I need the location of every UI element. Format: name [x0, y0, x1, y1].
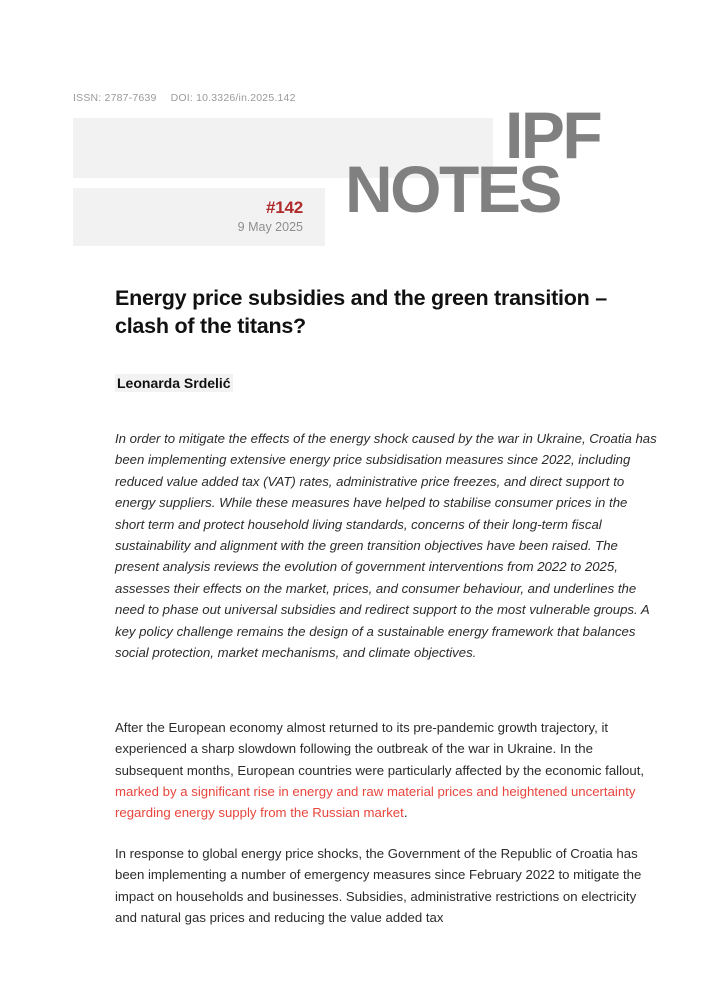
article-title: Energy price subsidies and the green transition – clash of the titans?	[115, 286, 607, 338]
logo-text-ipf: IPF	[505, 98, 601, 172]
paragraph-1-trailing-text: .	[403, 805, 408, 821]
publication-logo	[345, 98, 601, 227]
doi-text: DOI: 10.3326/in.2025.142	[170, 92, 296, 104]
issue-number: #142	[265, 198, 303, 218]
body-paragraph-2: In response to global energy price shocks, the Government of the Republic of Croatia has been implementing a number of emergency measures since February 2022 to mitigate the impact on households and businesses. Subsidies, administrative restrictions on electricity and natural gas prices and reducing the value added tax	[115, 846, 642, 925]
article-abstract: In order to mitigate the effects of the energy shock caused by the war in Ukraine, Croatia has been implementing extensive energy price subsidisation measures since 2022, including reduced value added tax (VAT) rates, administrative price freezes, and direct support to energy suppliers. While these measures have helped to stabilise consumer prices in the short term and protect household living standards, concerns of their long-term fiscal sustainability and alignment with the green transition objectives have been raised. The present analysis reviews the evolution of government interventions from 2022 to 2025, assesses their effects on the market, prices, and consumer behaviour, and underlines the need to phase out universal subsidies and redirect support to the most vulnerable groups. A key policy challenge remains the design of a sustainable energy framework that balances social protection, market mechanisms, and climate objectives.	[115, 431, 657, 661]
article-container	[115, 285, 657, 925]
article-author	[115, 375, 233, 391]
issn-text: ISSN: 2787-7639	[73, 92, 157, 104]
logo-text-notes: NOTES	[345, 152, 560, 227]
body-paragraph-1	[115, 717, 657, 823]
issue-date: 9 May 2025	[237, 219, 303, 234]
issue-info-block	[73, 188, 325, 246]
author-name: Leonarda Srdelić	[117, 375, 231, 391]
issn-doi-line	[73, 92, 296, 104]
paragraph-1-lead-text: After the European economy almost returned to its pre-pandemic growth trajectory, it experienced a sharp slowdown following the outbreak of the war in Ukraine. In the subsequent months, European countries were particularly affected by the economic fallout,	[115, 720, 645, 778]
paragraph-1-highlighted-text: marked by a significant rise in energy and raw material prices and heightened uncertainty regarding energy supply from the Russian market	[115, 783, 636, 821]
